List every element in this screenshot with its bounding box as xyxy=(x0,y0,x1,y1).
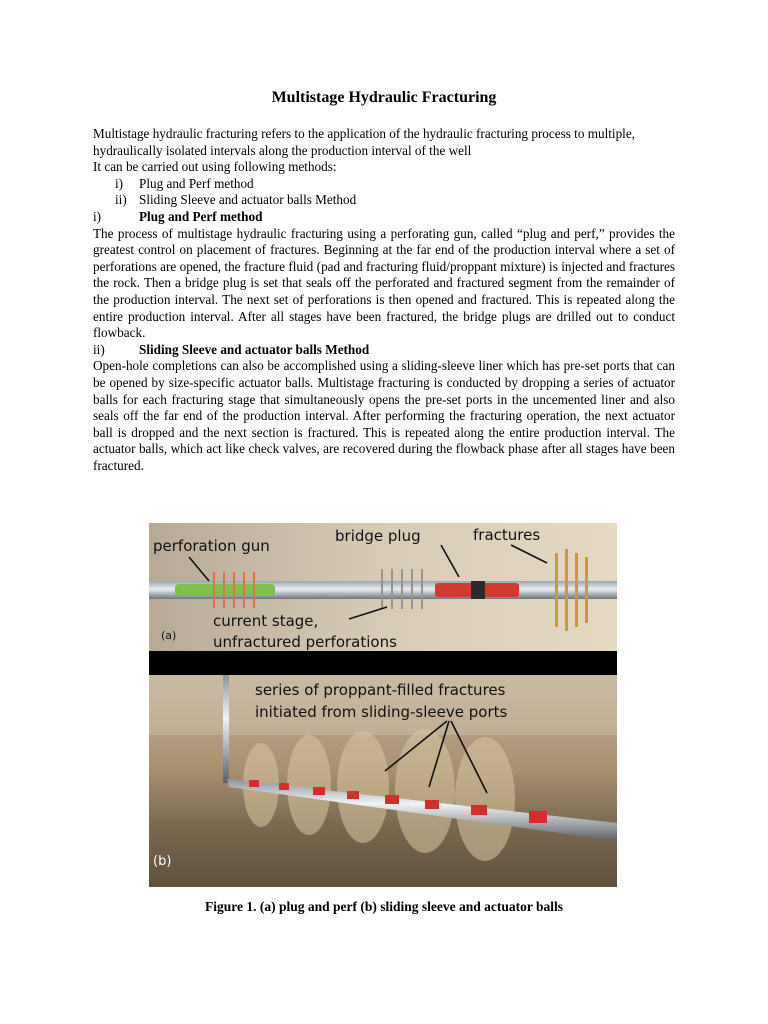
method-list-item xyxy=(93,192,675,209)
plug-perf-paragraph: The process of multistage hydraulic fracturing using a perforating gun, called “plug and perf,” provides the greatest control on placement of fractures. Beginning at the far end of the production interval where a set of perforations are opened, the fracture fluid (pad and fracturing fluid/proppant mixture) is injected and fractures the rock. Then a bridge plug is set that seals off the perforated and fractured segment from the remainder of the production interval. The next set of perforations is then opened and fractured. This is repeated along the entire production interval. After all stages have been fractured, the bridge plugs are drilled out to conduct flowback. xyxy=(93,225,675,341)
list-label: Sliding Sleeve and actuator balls Method xyxy=(139,192,357,208)
current-stage-label-line1: current stage, xyxy=(213,612,319,630)
intro-paragraph: Multistage hydraulic fracturing refers to the application of the hydraulic fracturing process to multiple, hydraulically isolated intervals along the production interval of the well xyxy=(93,126,635,158)
section-title: Plug and Perf method xyxy=(139,208,263,224)
vertical-wellbore xyxy=(223,675,229,783)
method-list-item xyxy=(93,176,675,193)
intro-methods-line: It can be carried out using following methods: xyxy=(93,159,337,175)
section-number: i) xyxy=(93,208,102,224)
body-text xyxy=(93,126,675,474)
list-number: ii) xyxy=(115,192,127,208)
panel-b xyxy=(149,675,617,887)
list-label: Plug and Perf method xyxy=(139,175,254,191)
section-number: ii) xyxy=(93,341,105,357)
figure-1-image xyxy=(149,523,617,887)
fractures-label: fractures xyxy=(473,526,541,544)
perforation-gun-label: perforation gun xyxy=(153,537,270,555)
section-heading-sliding-sleeve xyxy=(93,342,675,359)
page-title: Multistage Hydraulic Fracturing xyxy=(271,89,497,106)
panel-a-label: (a) xyxy=(161,629,177,642)
section-heading-plug-perf xyxy=(93,209,675,226)
panel-b-label: (b) xyxy=(153,854,172,869)
panel-separator xyxy=(149,651,617,675)
series-label-line2: initiated from sliding-sleeve ports xyxy=(255,703,508,721)
sliding-sleeve-paragraph: Open-hole completions can also be accomplished using a sliding-sleeve liner which has pre-set ports that can be opened by size-specific actuator balls. Multistage fracturing is conducted by dropping a series of actuator balls for each fracturing stage that simultaneously opens the pre-set ports in the uncemented liner and also seals off the far end of the production interval. After performing the fracturing operation, the next actuator ball is dropped and the next section is fractured. This is repeated along the entire production interval. The actuator balls, which act like check valves, are recovered during the flowback phase after all stages have been fractured. xyxy=(93,358,675,473)
figure-caption: Figure 1. (a) plug and perf (b) sliding sleeve and actuator balls xyxy=(204,899,564,914)
current-stage-label-line2: unfractured perforations xyxy=(213,633,397,651)
panel-a xyxy=(149,523,617,651)
series-label-line1: series of proppant-filled fractures xyxy=(255,681,506,699)
section-title: Sliding Sleeve and actuator balls Method xyxy=(139,341,370,357)
bridge-plug-label: bridge plug xyxy=(335,527,421,545)
list-number: i) xyxy=(115,175,124,191)
